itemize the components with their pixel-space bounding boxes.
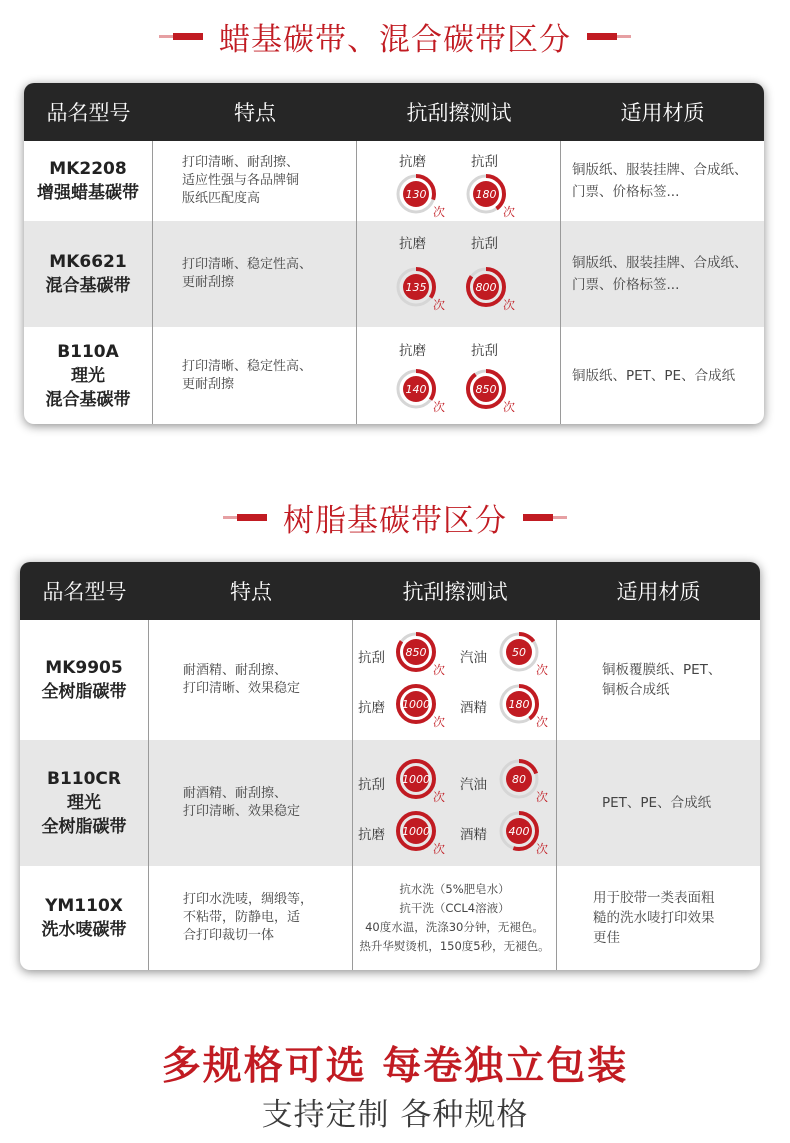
wash-test: [353, 866, 557, 970]
gauge-value: 140: [405, 382, 427, 396]
gauge-value: 400: [508, 824, 530, 838]
gauge-dial: [395, 266, 446, 312]
table-row: [24, 141, 764, 221]
gauge-label: 抗刮: [358, 650, 385, 666]
product-name: [20, 866, 149, 970]
table1-header: [24, 83, 764, 141]
title-decoration-right: [587, 33, 631, 40]
product-features: 打印水洗唛，绸缎等， 不粘带，防静电，适 合打印裁切一体: [149, 866, 353, 970]
gauge-label: 抗刮: [471, 154, 498, 170]
gauge-unit: 次: [433, 842, 446, 856]
model-brand: 理光: [71, 365, 105, 386]
gauge-label: 抗磨: [399, 236, 426, 252]
gauge-unit: 次: [433, 298, 446, 312]
section2-title-text: 树脂基碳带区分: [283, 503, 507, 539]
product-materials: 铜版纸、PET、PE、合成纸: [572, 367, 736, 384]
gauge-unit: 次: [536, 715, 549, 729]
header-features: 特点: [234, 101, 276, 125]
model-code: MK9905: [45, 658, 123, 678]
gauge-label: 抗磨: [399, 154, 426, 170]
header-materials: 适用材质: [616, 580, 701, 604]
gauge-value: 1000: [402, 772, 430, 786]
gauge-label: 抗刮: [358, 777, 385, 793]
model-type: 混合基碳带: [45, 389, 131, 410]
model-type: 全树脂碳带: [41, 682, 127, 702]
model-code: B110A: [57, 341, 119, 362]
model-type: 混合基碳带: [45, 276, 131, 296]
gauge-label: 抗刮: [471, 236, 498, 252]
section2-title: [0, 495, 790, 540]
gauge-dial: [465, 173, 516, 219]
header-model: 品名型号: [46, 101, 131, 125]
gauge-value: 180: [508, 697, 530, 711]
gauge-value: 80: [512, 772, 526, 786]
gauge-unit: 次: [503, 298, 516, 312]
title-decoration-left: [223, 514, 267, 521]
product-materials: 铜板覆膜纸、PET、 铜板合成纸: [602, 662, 722, 698]
wash-test-line: 抗水洗（5%肥皂水）: [399, 882, 510, 896]
wash-test-line: 热升华熨烫机，150度5秒，无褪色。: [359, 939, 550, 953]
model-type: 全树脂碳带: [41, 817, 127, 837]
model-type: 洗水唛碳带: [41, 920, 127, 940]
gauge-unit: 次: [433, 205, 446, 219]
gauge-label: 汽油: [460, 777, 487, 793]
scratch-test: [357, 327, 561, 424]
scratch-test: [357, 141, 561, 221]
gauge-dial: [395, 758, 446, 804]
gauge-label: 抗磨: [358, 827, 385, 843]
scratch-test: [353, 620, 557, 740]
gauge-dial: [498, 758, 549, 804]
gauge-dial: [395, 683, 446, 729]
product-materials: PET、PE、合成纸: [602, 795, 712, 811]
product-features: 打印清晰、耐刮擦、 适应性强与各品牌铜 版纸匹配度高: [153, 141, 357, 221]
wash-test-line: 抗干洗（CCL4溶液）: [399, 901, 510, 915]
table-resin: [20, 562, 760, 970]
header-scratch-test: 抗刮擦测试: [402, 580, 508, 604]
table-row: [24, 327, 764, 424]
model-code: MK2208: [49, 159, 127, 179]
header-features: 特点: [230, 580, 272, 604]
table-wax-mixed: [24, 83, 764, 424]
gauge-label: 酒精: [460, 827, 487, 843]
model-code: B110CR: [46, 769, 121, 789]
gauge-dial: [395, 173, 446, 219]
gauge-dial: [498, 810, 549, 856]
product-name: [24, 221, 153, 327]
table-row: [20, 866, 760, 970]
product-features: 耐酒精、耐刮擦、 打印清晰、效果稳定: [149, 620, 353, 740]
gauge-value: 850: [405, 645, 427, 659]
gauge-label: 抗刮: [471, 343, 498, 359]
gauge-value: 135: [405, 280, 427, 294]
header-model: 品名型号: [42, 580, 127, 604]
gauge-value: 50: [512, 645, 526, 659]
gauge-unit: 次: [433, 400, 446, 414]
table-row: [20, 620, 760, 740]
gauge-dial: [465, 368, 516, 414]
product-name: [24, 327, 153, 424]
gauge-unit: 次: [536, 663, 549, 677]
section1-title: [0, 14, 790, 59]
product-materials: 用于胶带一类表面粗 糙的洗水唛打印效果 更佳: [593, 890, 715, 946]
gauge-value: 180: [475, 187, 497, 201]
section1-title-text: 蜡基碳带、混合碳带区分: [219, 22, 571, 58]
table-row: [20, 740, 760, 866]
product-features: 打印清晰、稳定性高、 更耐刮擦: [153, 221, 357, 327]
product-name: [24, 141, 153, 221]
gauge-label: 抗磨: [358, 700, 385, 716]
model-code: YM110X: [45, 896, 123, 916]
gauge-value: 800: [475, 280, 497, 294]
scratch-test: [357, 221, 561, 327]
gauge-unit: 次: [433, 663, 446, 677]
table2-header: [20, 562, 760, 620]
product-name: [20, 740, 149, 866]
model-type: 增强蜡基碳带: [37, 183, 139, 203]
product-materials: 铜版纸、服装挂牌、合成纸、 门票、价格标签...: [572, 255, 748, 293]
gauge-unit: 次: [503, 400, 516, 414]
promo-subline: 支持定制 各种规格: [261, 1097, 529, 1133]
promo-headline: 多规格可选 每卷独立包装: [161, 1044, 629, 1089]
gauge-dial: [395, 631, 446, 677]
gauge-dial: [498, 683, 549, 729]
gauge-dial: [395, 810, 446, 856]
wash-test-line: 40度水温，洗涤30分钟，无褪色。: [365, 920, 544, 934]
title-decoration-right: [523, 514, 567, 521]
gauge-unit: 次: [503, 205, 516, 219]
gauge-unit: 次: [536, 790, 549, 804]
scratch-test: [353, 740, 557, 866]
gauge-dial: [395, 368, 446, 414]
gauge-unit: 次: [433, 790, 446, 804]
gauge-value: 130: [405, 187, 427, 201]
product-features: 耐酒精、耐刮擦、 打印清晰、效果稳定: [149, 740, 353, 866]
header-scratch-test: 抗刮擦测试: [406, 101, 512, 125]
table-row: [24, 221, 764, 327]
gauge-label: 汽油: [460, 650, 487, 666]
gauge-value: 850: [475, 382, 497, 396]
gauge-dial: [498, 631, 549, 677]
gauge-value: 1000: [402, 697, 430, 711]
gauge-dial: [465, 266, 516, 312]
product-name: [20, 620, 149, 740]
model-code: MK6621: [49, 252, 127, 272]
header-materials: 适用材质: [620, 101, 705, 125]
title-decoration-left: [159, 33, 203, 40]
product-materials: 铜版纸、服装挂牌、合成纸、 门票、价格标签...: [572, 162, 748, 200]
gauge-label: 酒精: [460, 700, 487, 716]
model-brand: 理光: [67, 793, 101, 813]
product-features: 打印清晰、稳定性高、 更耐刮擦: [153, 327, 357, 424]
gauge-label: 抗磨: [399, 343, 426, 359]
gauge-unit: 次: [536, 842, 549, 856]
gauge-unit: 次: [433, 715, 446, 729]
gauge-value: 1000: [402, 824, 430, 838]
